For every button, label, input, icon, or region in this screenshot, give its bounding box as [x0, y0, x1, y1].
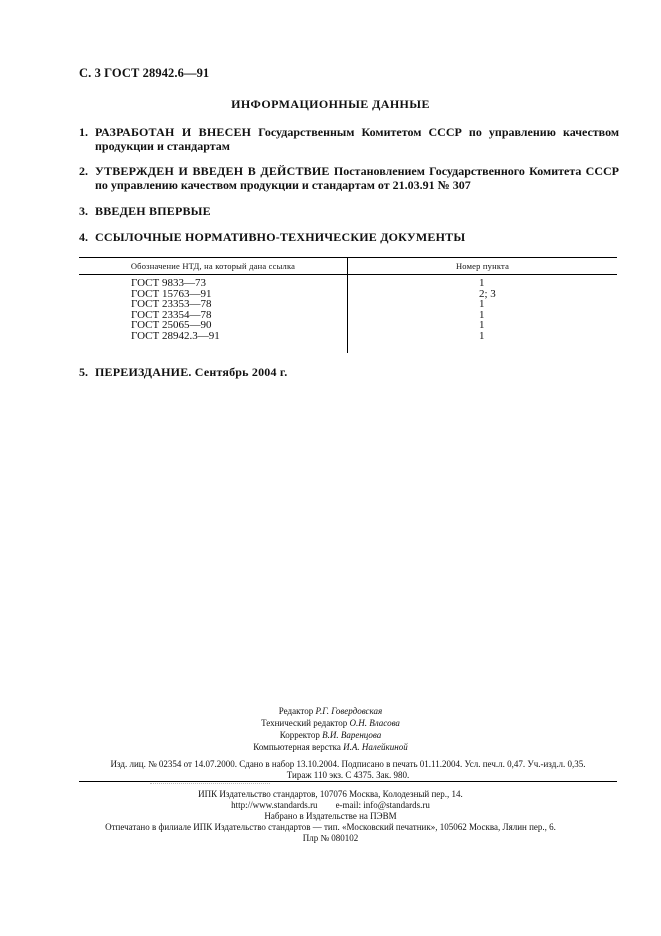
table-cell-document: ГОСТ 23353—78 [131, 298, 212, 310]
credit-role: Технический редактор [261, 718, 348, 728]
credit-role: Редактор [278, 706, 314, 716]
table-cell-clause: 1 [479, 329, 485, 342]
item-reference-documents [79, 230, 619, 244]
table-cell-clause: 1 [479, 277, 485, 289]
table-cell-document: ГОСТ 9833—73 [131, 277, 206, 289]
credit-editor [0, 705, 661, 717]
publisher-printed: Отпечатано в филиале ИПК Издательство стандартов — тип. «Московский печатник», 105062 Москва, Лялин пер., 6. [105, 822, 556, 832]
credit-person: И.А. Налейкиной [343, 742, 408, 752]
item-number: 3. [79, 204, 88, 218]
table-cell-document: ГОСТ 15763—91 [131, 287, 212, 300]
table-cell-document: ГОСТ 25065—90 [131, 319, 212, 331]
table-row [79, 278, 617, 289]
item-lead: УТВЕРЖДЕН И ВВЕДЕН В ДЕЙСТВИЕ [95, 164, 330, 178]
item-number: 5. [79, 365, 88, 379]
item-lead: ВВЕДЕН ВПЕРВЫЕ [95, 204, 211, 218]
credit-layout [0, 741, 661, 753]
item-developed [79, 125, 619, 153]
table-header-document: Обозначение НТД, на который дана ссылка [130, 261, 296, 271]
credit-proofreader [0, 729, 661, 741]
credit-person: Р.Г. Говердовская [315, 706, 383, 716]
table-cell-document: ГОСТ 28942.3—91 [131, 329, 220, 342]
table-cell-document: ГОСТ 23354—78 [131, 308, 212, 321]
publisher-license: Плр № 080102 [302, 833, 359, 843]
item-text: Постановлением Государственного Комитета СССР по управлению качеством продукции и стандартам от 21.03.91 № 307 [95, 164, 619, 192]
reference-table [79, 257, 617, 353]
imprint-line: Тираж 110 экз. С 4375. Зак. 980. [286, 770, 410, 780]
table-row [79, 320, 617, 331]
item-number: 2. [79, 164, 88, 178]
credit-role: Компьютерная верстка [253, 742, 341, 752]
item-number: 4. [79, 230, 88, 244]
item-reissue [79, 365, 619, 379]
credit-technical-editor [0, 717, 661, 729]
publisher-contacts [0, 800, 661, 811]
imprint-block [79, 759, 617, 781]
item-first-introduced [79, 204, 619, 218]
item-approved [79, 164, 619, 192]
credit-role: Корректор [279, 730, 320, 740]
table-body [79, 278, 617, 341]
publisher-address: ИПК Издательство стандартов, 107076 Москва, Колодезный пер., 14. [198, 789, 463, 799]
table-cell-clause: 1 [479, 319, 485, 331]
credits-block [0, 705, 661, 753]
table-row [79, 299, 617, 310]
table-header-clause: Номер пункта [455, 261, 510, 271]
table-rule [79, 257, 617, 258]
publisher-email: e-mail: info@standards.ru [335, 800, 430, 810]
publisher-block [0, 789, 661, 844]
decorative-rule [150, 783, 270, 784]
imprint-divider [79, 781, 617, 782]
imprint-line: Изд. лиц. № 02354 от 14.07.2000. Сдано в набор 13.10.2004. Подписано в печать 01.11.2004. Усл. печ.л. 0,47. Уч.-изд.л. 0,35. [110, 759, 586, 769]
table-row [79, 331, 617, 342]
item-lead: ССЫЛОЧНЫЕ НОРМАТИВНО-ТЕХНИЧЕСКИЕ ДОКУМЕНТЫ [95, 230, 466, 244]
item-number: 1. [79, 125, 88, 139]
section-title: ИНФОРМАЦИОННЫЕ ДАННЫЕ [231, 97, 430, 111]
table-rule [79, 274, 617, 275]
table-cell-clause: 1 [479, 308, 485, 321]
table-cell-clause: 2; 3 [479, 287, 496, 300]
item-lead: ПЕРЕИЗДАНИЕ. Сентябрь 2004 г. [95, 365, 288, 379]
credit-person: В.И. Варенцова [322, 730, 382, 740]
item-lead: РАЗРАБОТАН И ВНЕСЕН [95, 125, 252, 139]
publisher-typeset: Набрано в Издательстве на ПЭВМ [264, 811, 397, 821]
item-text: Государственным Комитетом СССР по управлению качеством продукции и стандартам [95, 125, 620, 153]
publisher-website: http://www.standards.ru [231, 800, 318, 810]
credit-person: О.Н. Власова [349, 718, 400, 728]
table-cell-clause: 1 [479, 298, 485, 310]
page-header: С. 3 ГОСТ 28942.6—91 [79, 66, 210, 80]
